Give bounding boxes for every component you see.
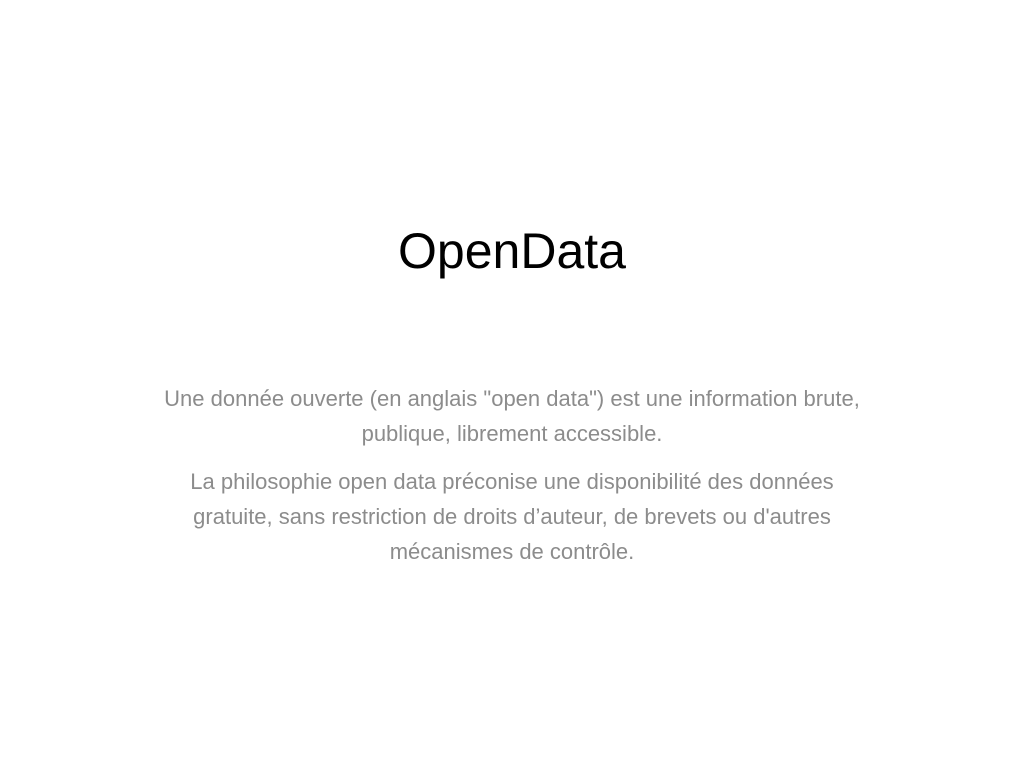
- paragraph-philosophy: La philosophie open data préconise une disponibilité des données gratuite, sans restriction de droits d’auteur, de brevets ou d'autres mécanismes de contrôle.: [190, 469, 834, 564]
- slide-body: [160, 381, 864, 582]
- slide-title: OpenData: [398, 223, 626, 279]
- paragraph-definition: Une donnée ouverte (en anglais "open data") est une information brute, publique, librement accessible.: [164, 386, 860, 446]
